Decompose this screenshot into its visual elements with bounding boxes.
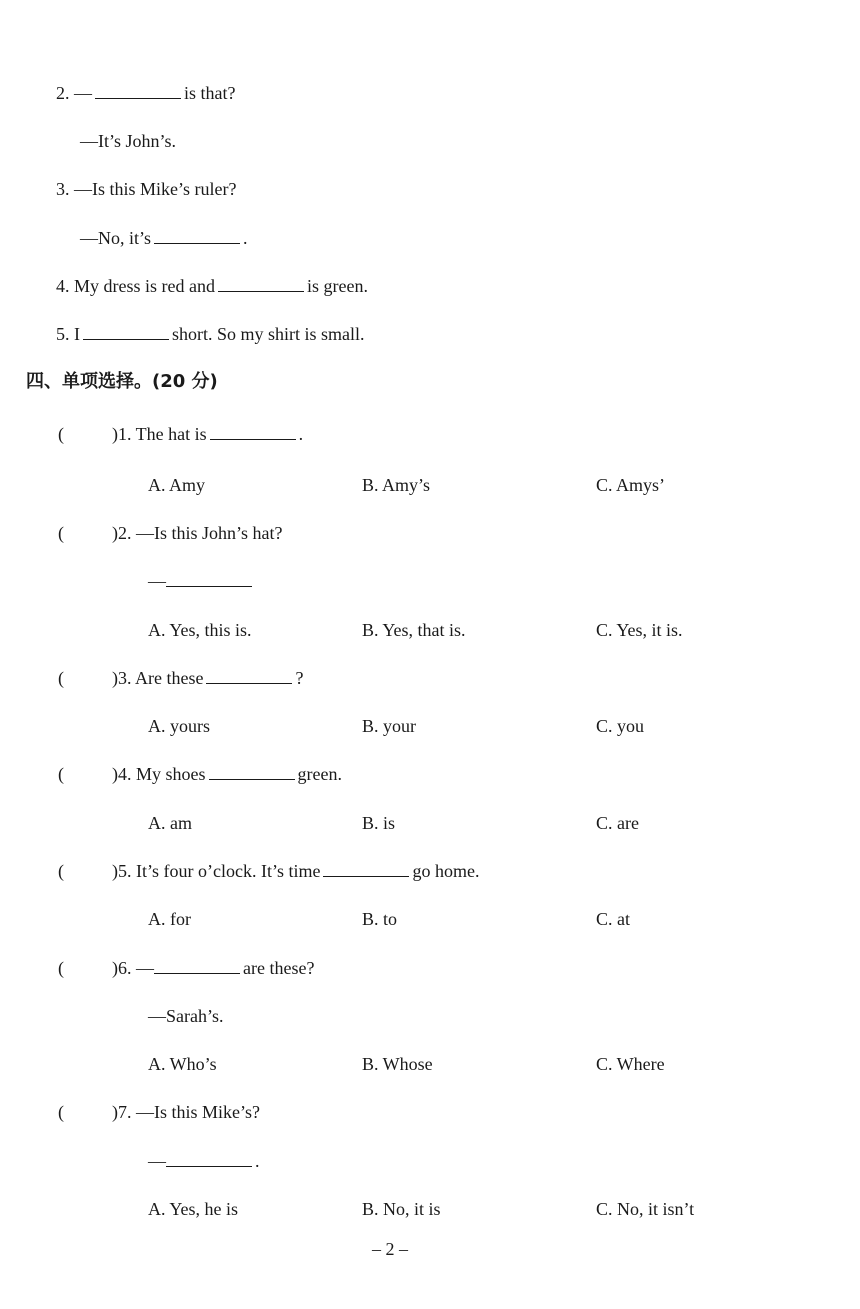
question-text: 2. — — [56, 83, 92, 103]
mc-question-4 — [112, 763, 342, 785]
answer-blank — [166, 1152, 252, 1167]
page-number: – 2 – — [372, 1239, 408, 1259]
mc-answer-line-2 — [148, 570, 255, 592]
option-b[interactable]: B. No, it is — [362, 1199, 441, 1219]
question-text: . — [255, 1151, 260, 1171]
mc-question-5 — [112, 860, 479, 882]
question-text: 5. I — [56, 324, 80, 344]
option-a[interactable]: A. yours — [148, 716, 210, 736]
option-c[interactable]: C. at — [596, 909, 630, 929]
option-b[interactable]: B. Whose — [362, 1054, 433, 1074]
answer-paren[interactable]: ( — [58, 958, 64, 978]
answer-blank — [206, 669, 292, 684]
question-text: 4. My dress is red and — [56, 276, 215, 296]
mc-question-3 — [112, 667, 303, 689]
question-text: — — [148, 1151, 166, 1171]
answer-blank[interactable] — [83, 325, 169, 340]
section-title: 四、单项选择。(20 分) — [26, 371, 218, 392]
option-c[interactable]: C. Where — [596, 1054, 665, 1074]
question-text: —No, it’s — [80, 228, 152, 248]
option-a[interactable]: A. Who’s — [148, 1054, 217, 1074]
option-a[interactable]: A. Yes, this is. — [148, 620, 252, 640]
option-c[interactable]: C. Amys’ — [596, 475, 666, 495]
option-c[interactable]: C. No, it isn’t — [596, 1199, 695, 1219]
option-b[interactable]: B. is — [362, 813, 396, 833]
answer-paren[interactable]: ( — [58, 523, 64, 543]
question-text: ? — [295, 668, 304, 688]
question-text: are these? — [243, 958, 315, 978]
question-text: go home. — [412, 861, 480, 881]
question-text: )3. Are these — [112, 668, 204, 688]
answer-blank[interactable] — [218, 277, 304, 292]
option-b[interactable]: B. to — [362, 909, 398, 929]
mc-question-6 — [112, 957, 314, 979]
question-text: . — [298, 424, 304, 444]
question-text: )6. — — [112, 958, 154, 978]
option-b[interactable]: B. Yes, that is. — [362, 620, 466, 640]
answer-paren[interactable]: ( — [58, 764, 64, 784]
question-text: short. So my shirt is small. — [172, 324, 365, 344]
option-a[interactable]: A. for — [148, 909, 191, 929]
mc-question-1 — [112, 423, 303, 445]
fill-answer-2: —It’s John’s. — [80, 131, 177, 151]
fill-question-5 — [56, 323, 365, 345]
option-c[interactable]: C. are — [596, 813, 639, 833]
mc-question-7: )7. —Is this Mike’s? — [112, 1102, 260, 1122]
answer-blank[interactable] — [154, 229, 240, 244]
question-text: green. — [297, 764, 342, 784]
answer-paren[interactable]: ( — [58, 424, 64, 444]
option-a[interactable]: A. am — [148, 813, 192, 833]
answer-blank — [209, 765, 295, 780]
answer-paren[interactable]: ( — [58, 861, 64, 881]
answer-blank — [166, 572, 252, 587]
question-text: is that? — [184, 83, 236, 103]
fill-answer-3 — [80, 227, 248, 249]
answer-paren[interactable]: ( — [58, 668, 64, 688]
option-b[interactable]: B. your — [362, 716, 416, 736]
question-text: . — [243, 228, 248, 248]
fill-question-3: 3. —Is this Mike’s ruler? — [56, 179, 237, 199]
option-c[interactable]: C. Yes, it is. — [596, 620, 683, 640]
answer-paren[interactable]: ( — [58, 1102, 64, 1122]
mc-question-2: )2. —Is this John’s hat? — [112, 523, 283, 543]
question-text: )4. My shoes — [112, 764, 206, 784]
question-text: )5. It’s four o’clock. It’s time — [112, 861, 321, 881]
question-text: — — [148, 571, 166, 591]
option-a[interactable]: A. Yes, he is — [148, 1199, 239, 1219]
option-a[interactable]: A. Amy — [148, 475, 206, 495]
option-c[interactable]: C. you — [596, 716, 645, 736]
answer-blank[interactable] — [95, 84, 181, 99]
option-b[interactable]: B. Amy’s — [362, 475, 431, 495]
answer-blank — [210, 425, 296, 440]
mc-answer-line-7 — [148, 1150, 260, 1172]
fill-question-2 — [56, 82, 236, 104]
fill-question-4 — [56, 275, 368, 297]
answer-blank — [323, 862, 409, 877]
question-text: )1. The hat is — [112, 424, 207, 444]
mc-answer-line-6: —Sarah’s. — [148, 1006, 224, 1026]
question-text: is green. — [306, 276, 368, 296]
answer-blank — [154, 959, 240, 974]
